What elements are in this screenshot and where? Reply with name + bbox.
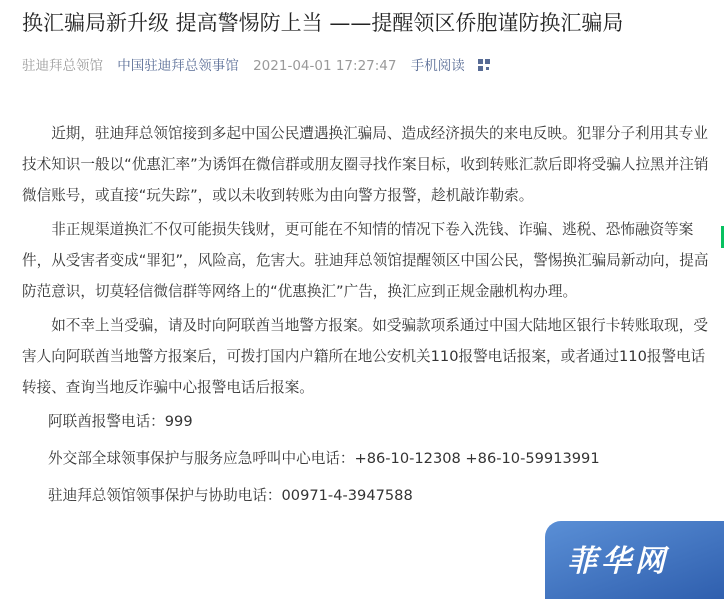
mobile-read-label: 手机阅读 <box>410 58 465 74</box>
contact-line: 驻迪拜总领馆领事保护与协助电话：00971-4-3947588 <box>48 487 413 504</box>
article-body <box>22 118 712 517</box>
article-meta <box>22 56 712 76</box>
qr-code-icon <box>478 59 490 71</box>
contact-line: 外交部全球领事保护与服务应急呼叫中心电话：+86-10-12308 +86-10-59913991 <box>48 450 600 467</box>
article-author: 驻迪拜总领馆 <box>22 58 103 74</box>
watermark-text: 菲华网 <box>567 544 669 579</box>
article-title: 换汇骗局新升级 提高警惕防上当 ——提醒领区侨胞谨防换汇骗局 <box>22 11 624 35</box>
watermark-logo <box>545 521 724 599</box>
contact-line: 阿联酋报警电话：999 <box>48 413 193 430</box>
paragraph: 如不幸上当受骗，请及时向阿联酋当地警方报案。如受骗款项系通过中国大陆地区银行卡转账取现，受害人向阿联酋当地警方报案后，可拨打国内户籍所在地公安机关110报警电话报案，或者通过110报警电话转接、查询当地反诈骗中心报警电话后报案。 <box>22 317 708 396</box>
paragraph: 近期，驻迪拜总领馆接到多起中国公民遭遇换汇骗局、造成经济损失的来电反映。犯罪分子利用其专业技术知识一般以“优惠汇率”为诱饵在微信群或朋友圈寻找作案目标，收到转账汇款后即将受骗人拉黑并注销微信账号，或直接“玩失踪”，或以未收到转账为由向警方报警，趁机敲诈勒索。 <box>22 125 709 204</box>
paragraph: 非正规渠道换汇不仅可能损失钱财，更可能在不知情的情况下卷入洗钱、诈骗、逃税、恐怖融资等案件，从受害者变成“罪犯”，风险高，危害大。驻迪拜总领馆提醒领区中国公民，警惕换汇骗局新动向，提高防范意识，切莫轻信微信群等网络上的“优惠换汇”广告，换汇应到正规金融机构办理。 <box>22 221 709 300</box>
publish-datetime: 2021-04-01 17:27:47 <box>253 58 397 74</box>
source-link[interactable]: 中国驻迪拜总领事馆 <box>117 58 239 74</box>
mobile-read-button[interactable] <box>411 58 500 74</box>
